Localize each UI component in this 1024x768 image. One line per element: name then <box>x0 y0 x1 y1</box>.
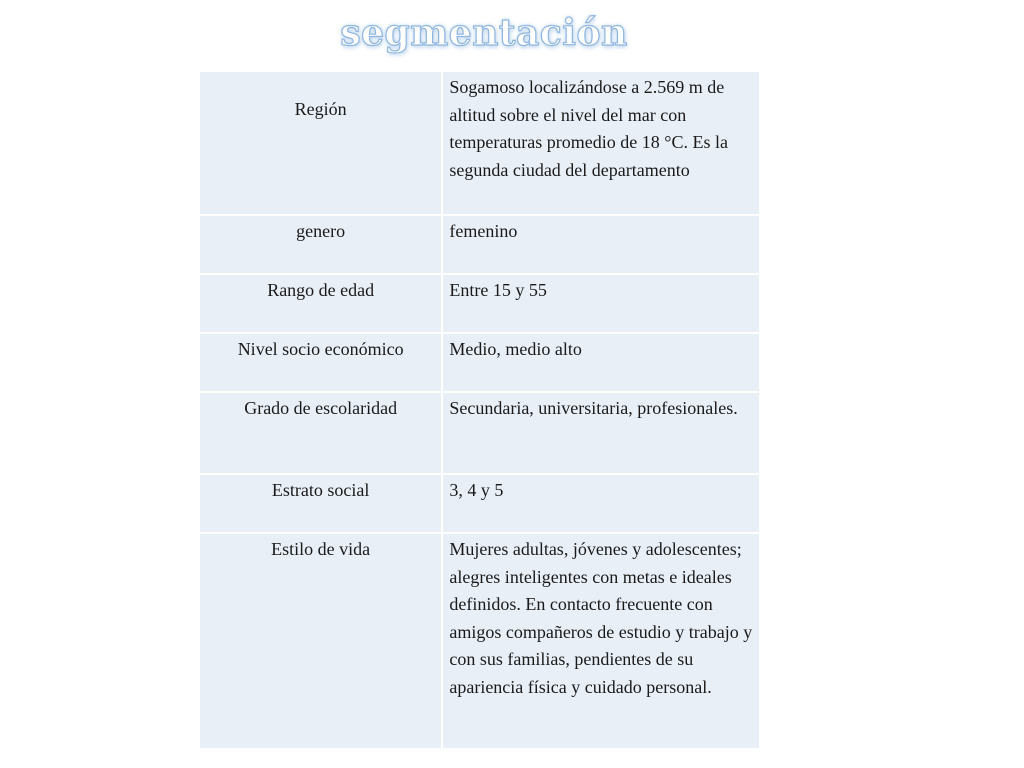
table-row-lifestyle <box>199 533 760 749</box>
table-row-gender <box>199 215 760 274</box>
row-label: Rango de edad <box>199 274 442 333</box>
table-row-age-range <box>199 274 760 333</box>
row-value: Medio, medio alto <box>442 333 760 392</box>
slide-title: segmentación <box>340 12 628 54</box>
row-label: Estrato social <box>199 474 442 533</box>
table-row-socioeconomic-level <box>199 333 760 392</box>
segmentation-table <box>198 70 761 750</box>
row-label: Nivel socio económico <box>199 333 442 392</box>
row-label: Estilo de vida <box>199 533 442 749</box>
row-value: femenino <box>442 215 760 274</box>
row-label: Región <box>199 71 442 215</box>
table-row-education-level <box>199 392 760 474</box>
row-value: Sogamoso localizándose a 2.569 m de altitud sobre el nivel del mar con temperaturas promedio de 18 °C. Es la segunda ciudad del departamento <box>442 71 760 215</box>
table-row-region <box>199 71 760 215</box>
row-value: 3, 4 y 5 <box>442 474 760 533</box>
row-value: Mujeres adultas, jóvenes y adolescentes; alegres inteligentes con metas e ideales definidos. En contacto frecuente con amigos compañeros de estudio y trabajo y con sus familias, pendientes de su apariencia física y cuidado personal. <box>442 533 760 749</box>
table-row-social-stratum <box>199 474 760 533</box>
row-label: Grado de escolaridad <box>199 392 442 474</box>
row-value: Secundaria, universitaria, profesionales. <box>442 392 760 474</box>
row-label: genero <box>199 215 442 274</box>
row-value: Entre 15 y 55 <box>442 274 760 333</box>
